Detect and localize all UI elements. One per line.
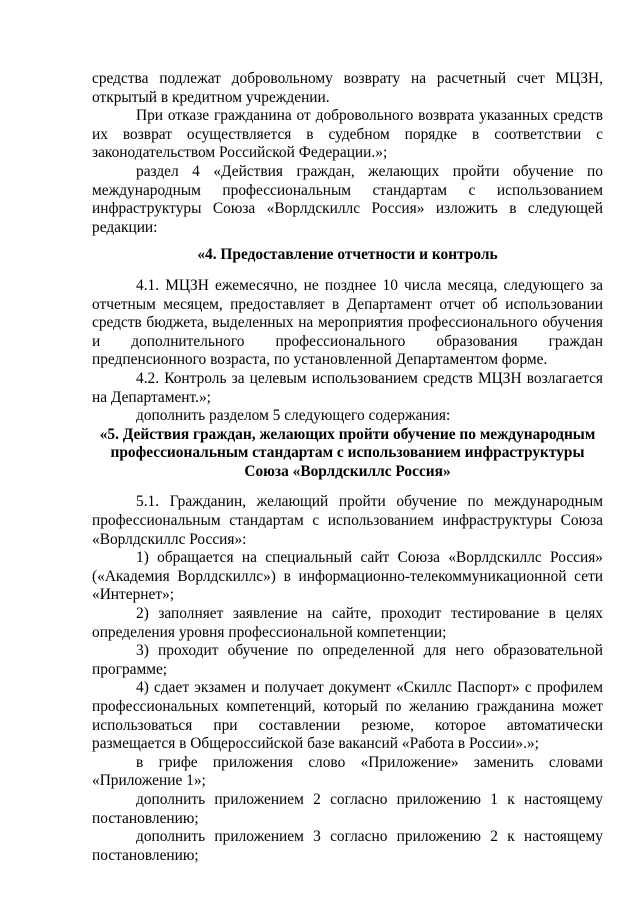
spacer — [92, 265, 603, 277]
document-body — [92, 70, 603, 865]
paragraph-add-appendix-2: дополнить приложением 2 согласно приложению 1 к настоящему постановлению; — [92, 790, 603, 827]
section5-heading-line: «5. Действия граждан, желающих пройти обучение по международным — [99, 425, 596, 443]
paragraph-stamp-amendment: в грифе приложения слово «Приложение» заменить словами «Приложение 1»; — [92, 753, 603, 790]
paragraph-4-1: 4.1. МЦЗН ежемесячно, не позднее 10 числа месяца, следующего за отчетным месяцем, предоставляет в Департамент отчет об использовании средств бюджета, выделенных на мероприятия профессионального обучения и дополнительного профессионального образования граждан предпенсионного возраста, по установленной Департаментом форме. — [92, 276, 603, 369]
paragraph-5-1: 5.1. Гражданин, желающий пройти обучение по международным профессиональным стандартам с использованием инфраструктуры Союза «Ворлдскиллс Россия»: — [92, 493, 603, 548]
section5-heading — [92, 426, 603, 482]
spacer — [92, 237, 603, 246]
paragraph-4-2: 4.2. Контроль за целевым использованием средств МЦЗН возлагается на Департамент.»; — [92, 369, 603, 406]
section5-heading-line: профессиональным стандартам с использованием инфраструктуры — [110, 444, 585, 462]
spacer — [92, 481, 603, 493]
section5-heading-line: Союза «Ворлдскиллс Россия» — [244, 462, 451, 480]
list-item-2: 2) заполняет заявление на сайте, проходит тестирование в целях определения уровня профессиональной компетенции; — [92, 605, 603, 641]
paragraph-add-appendix-3: дополнить приложением 3 согласно приложению 2 к настоящему постановлению; — [92, 828, 603, 864]
paragraph-refusal: При отказе гражданина от добровольного возврата указанных средств их возврат осуществляется в судебном порядке в соответствии с законодательством Российской Федерации.»; — [92, 107, 603, 162]
paragraph-section4-amendment: раздел 4 «Действия граждан, желающих пройти обучение по международным профессиональным стандартам с использованием инфраструктуры Союза «Ворлдскиллс Россия» изложить в следующей редакции: — [92, 162, 603, 236]
list-item-1: 1) обращается на специальный сайт Союза «Ворлдскиллс Россия» («Академия Ворлдскиллс») в информационно-телекоммуникационной сети «Интернет»; — [92, 549, 603, 604]
paragraph-return-funds: средства подлежат добровольному возврату на расчетный счет МЦЗН, открытый в кредитном учреждении. — [92, 70, 603, 106]
list-item-3: 3) проходит обучение по определенной для него образовательной программе; — [92, 642, 603, 678]
section4-heading: «4. Предоставление отчетности и контроль — [197, 246, 498, 264]
list-item-4: 4) сдает экзамен и получает документ «Скиллс Паспорт» с профилем профессиональных компетенций, который по желанию гражданина может использоваться при составлении резюме, которое автоматически размещается в Общероссийской базе вакансий «Работа в России».»; — [92, 679, 603, 753]
paragraph-add-section5: дополнить разделом 5 следующего содержания: — [136, 407, 451, 425]
